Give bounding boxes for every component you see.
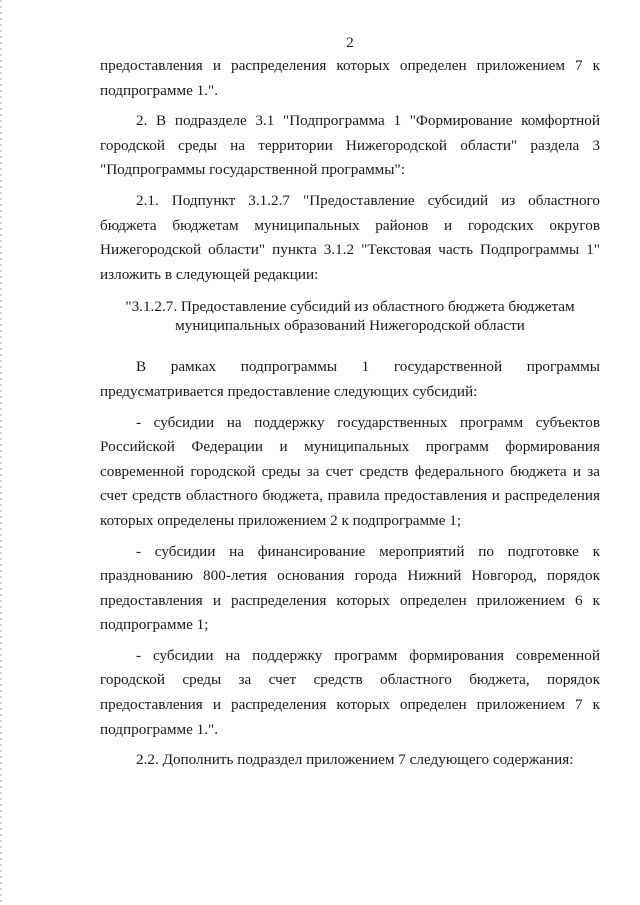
- list-item-subsidy-1: - субсидии на поддержку государственных программ субъектов Российской Федерации и муниципальных программ формирования современной городской среды за счет средств федерального бюджета и за счет средств областного бюджета, правила предоставления и распределения которых определены приложением 2 к подпрограмме 1;: [100, 413, 600, 529]
- document-body: [100, 54, 600, 773]
- scan-edge: [0, 0, 2, 905]
- subsection-heading: [100, 297, 600, 335]
- paragraph-item-2: 2. В подразделе 3.1 "Подпрограмма 1 "Формирование комфортной городской среды на территории Нижегородской области" раздела 3 "Подпрограммы государственной программы":: [100, 112, 600, 179]
- list-item-subsidy-3: - субсидии на поддержку программ формирования современной городской среды за счет средств областного бюджета, порядок предоставления и распределения которых определен приложением 7 к подпрограмме 1.".: [100, 646, 600, 738]
- page-number: 2: [346, 35, 354, 51]
- subsection-heading-line-2: муниципальных образований Нижегородской области: [175, 317, 525, 335]
- list-item-subsidy-2: - субсидии на финансирование мероприятий по подготовке к празднованию 800-летия основания города Нижний Новгород, порядок предоставления и распределения которых определен приложением 6 к подпрограмме 1;: [100, 542, 600, 634]
- paragraph-item-2-1: 2.1. Подпункт 3.1.2.7 "Предоставление субсидий из областного бюджета бюджетам муниципальных районов и городских округов Нижегородской области" пункта 3.1.2 "Текстовая часть Подпрограммы 1" изложить в следующей редакции:: [100, 191, 600, 283]
- paragraph-item-2-2: 2.2. Дополнить подраздел приложением 7 следующего содержания:: [136, 751, 574, 769]
- paragraph-intro: В рамках подпрограммы 1 государственной программы предусматривается предоставление следующих субсидий:: [100, 358, 600, 400]
- paragraph-continuation: предоставления и распределения которых определен приложением 7 к подпрограмме 1.".: [100, 57, 600, 99]
- subsection-heading-line-1: "3.1.2.7. Предоставление субсидий из областного бюджета бюджетам: [125, 298, 575, 316]
